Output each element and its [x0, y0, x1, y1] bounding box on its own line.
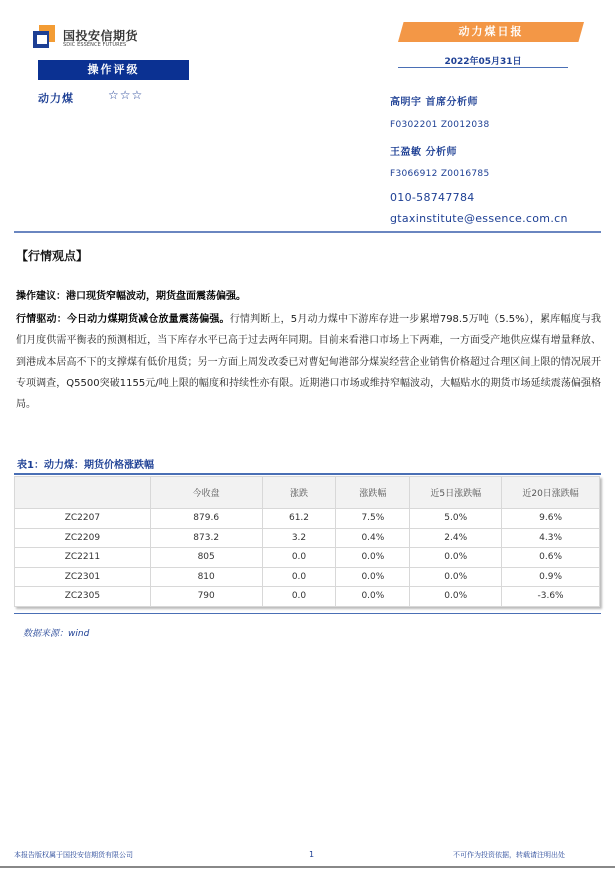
col-header-contract	[15, 477, 151, 509]
cell-20d-change: 0.6%	[502, 548, 600, 568]
col-header-change-pct: 涨跌幅	[336, 477, 410, 509]
rating-stars-icon: ☆☆☆	[108, 88, 144, 102]
cell-close: 790	[150, 587, 262, 607]
report-type-label: 动力煤日报	[458, 25, 524, 38]
date-underline	[398, 67, 568, 68]
cell-20d-change: 4.3%	[502, 528, 600, 548]
header-divider	[14, 231, 601, 233]
logo-en-text: SDIC ESSENCE FUTURES	[63, 42, 127, 48]
cell-change-pct: 0.0%	[336, 567, 410, 587]
col-header-20d-change: 近20日涨跌幅	[502, 477, 600, 509]
cell-contract: ZC2305	[15, 587, 151, 607]
contact-phone: 010-58747784	[390, 191, 475, 204]
cell-contract: ZC2211	[15, 548, 151, 568]
cell-contract: ZC2207	[15, 509, 151, 529]
table-row	[15, 548, 600, 568]
table-top-divider	[14, 473, 601, 475]
cell-change: 0.0	[262, 587, 336, 607]
col-header-5d-change: 近5日涨跌幅	[410, 477, 502, 509]
section-heading: 【行情观点】	[16, 249, 89, 263]
table-row	[15, 587, 600, 607]
price-change-table	[14, 476, 600, 607]
cell-contract: ZC2301	[15, 567, 151, 587]
cell-close: 810	[150, 567, 262, 587]
table-row	[15, 509, 600, 529]
company-logo	[33, 25, 153, 53]
driver-text: 行情判断上，5月动力煤中下游库存进一步累增798.5万吨（5.5%），累库幅度与我们月度供需平衡表的预测相近，当下库存水平已高于过去两年同期。目前来看港口市场上下两难，一方面受产地供应煤有增量释放、到港成本居高不下的支撑煤有低价甩货；另一方面上周发改委已对曹妃甸港部分煤炭经营企业销售价格超过合理区间上限的情况展开专项调查，Q5500突破1155元/吨上限的幅度和持续性亦有限。近期港口市场或维持窄幅波动，大幅贴水的期货市场延续震荡偏强格局。	[16, 314, 601, 411]
table-bottom-divider	[14, 613, 601, 614]
cell-change-pct: 0.0%	[336, 548, 410, 568]
cell-close: 805	[150, 548, 262, 568]
report-date: 2022年05月31日	[444, 57, 522, 67]
cell-change: 0.0	[262, 567, 336, 587]
contact-email[interactable]: gtaxinstitute@essence.com.cn	[390, 212, 568, 225]
cell-20d-change: -3.6%	[502, 587, 600, 607]
cell-20d-change: 0.9%	[502, 567, 600, 587]
cell-change-pct: 7.5%	[336, 509, 410, 529]
report-type-banner	[398, 22, 584, 42]
cell-20d-change: 9.6%	[502, 509, 600, 529]
footer-disclaimer: 不可作为投资依据，转载请注明出处	[453, 851, 565, 859]
table-row	[15, 528, 600, 548]
rating-product: 动力煤	[38, 92, 74, 105]
cell-change-pct: 0.4%	[336, 528, 410, 548]
cell-change: 0.0	[262, 548, 336, 568]
footer-copyright: 本报告版权属于国投安信期货有限公司	[14, 851, 133, 859]
logo-mark-icon	[33, 25, 57, 49]
data-source: 数据来源：wind	[23, 629, 90, 639]
logo-cn-text: 国投安信期货	[63, 29, 139, 43]
analyst-1-ids: F0302201 Z0012038	[390, 120, 490, 130]
driver-label: 行情驱动：	[16, 314, 67, 325]
table-row	[15, 567, 600, 587]
driver-headline: 今日动力煤期货减仓放量震荡偏强。	[66, 314, 230, 325]
page-number: 1	[309, 850, 315, 859]
advice-label: 操作建议：	[16, 291, 66, 302]
market-driver	[16, 309, 601, 415]
table-title: 表1：动力煤：期货价格涨跌幅	[17, 460, 154, 471]
cell-change: 61.2	[262, 509, 336, 529]
cell-5d-change: 0.0%	[410, 548, 502, 568]
analyst-2-name: 王盈敏 分析师	[390, 147, 457, 158]
rating-banner: 操作评级	[38, 60, 189, 80]
cell-change: 3.2	[262, 528, 336, 548]
col-header-change: 涨跌	[262, 477, 336, 509]
analyst-1-name: 高明宇 首席分析师	[390, 97, 478, 108]
cell-change-pct: 0.0%	[336, 587, 410, 607]
operation-advice	[16, 286, 601, 307]
footer-divider	[0, 866, 615, 868]
cell-close: 873.2	[150, 528, 262, 548]
cell-5d-change: 0.0%	[410, 567, 502, 587]
analyst-2-ids: F3066912 Z0016785	[390, 169, 490, 179]
col-header-close: 今收盘	[150, 477, 262, 509]
cell-contract: ZC2209	[15, 528, 151, 548]
cell-5d-change: 5.0%	[410, 509, 502, 529]
advice-text: 港口现货窄幅波动，期货盘面震荡偏强。	[66, 291, 246, 302]
table-header-row	[15, 477, 600, 509]
cell-5d-change: 2.4%	[410, 528, 502, 548]
cell-5d-change: 0.0%	[410, 587, 502, 607]
cell-close: 879.6	[150, 509, 262, 529]
